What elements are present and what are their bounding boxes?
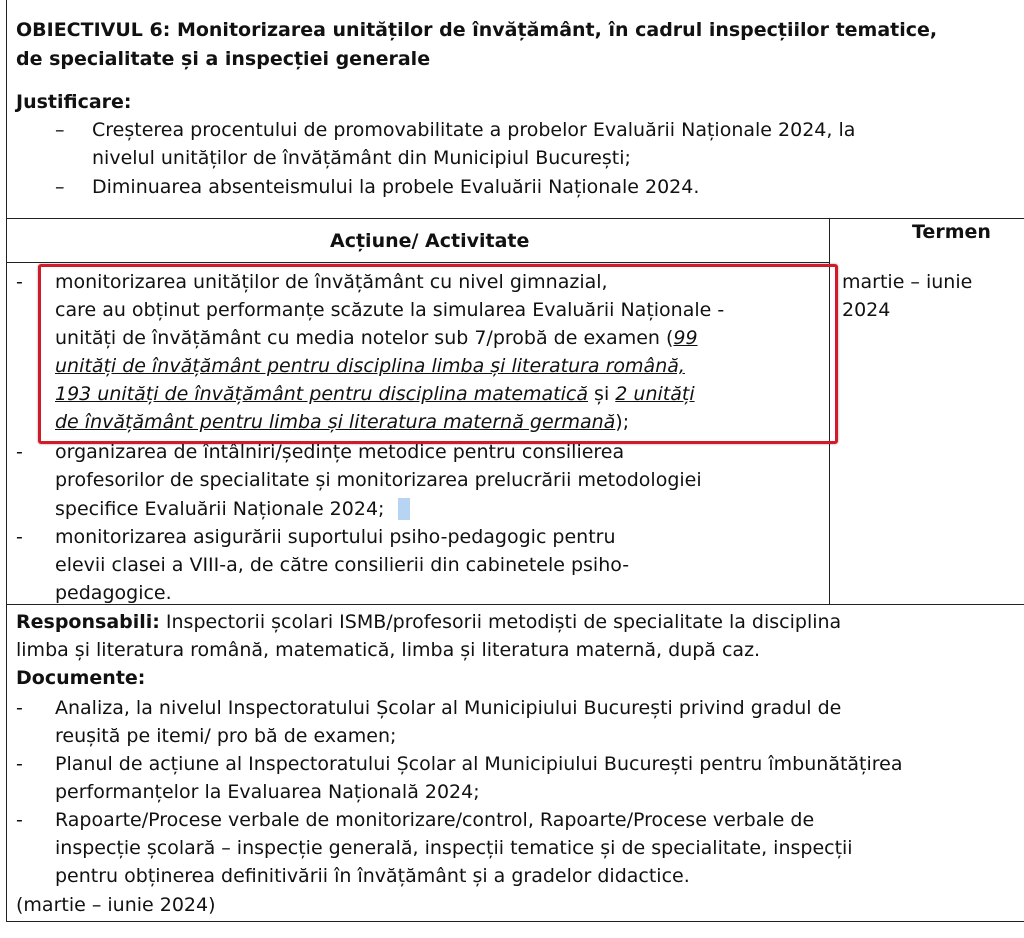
document-3-line2: inspecție școlară – inspecție generală, inspecții tematice și de specialitate, inspecții [55,837,853,859]
table-divider [6,218,1024,219]
activity-1-line5: 193 unități de învățământ pentru disciplina matematică și 2 unități [55,383,695,405]
bullet: - [16,809,23,831]
term-value-line1: martie – iunie [842,271,973,293]
activity-3-line3: pedagogice. [55,582,172,604]
document-2-line1: Planul de acțiune al Inspectoratului Școlar al Municipiului București pentru îmbunătățirea [55,753,903,775]
document-1-line2: reușită pe itemi/ pro bă de examen; [55,725,397,747]
activity-1-line6: de învățământ pentru limba și literatura maternă germană); [55,411,630,433]
documente-label: Documente: [16,667,146,689]
activity-3-line1: monitorizarea asigurării suportului psiho-pedagogic pentru [55,526,616,548]
bullet: - [16,753,23,775]
activity-1-line3: unități de învățământ cu media notelor sub 7/probă de examen (99 [55,327,698,349]
justificare-label: Justificare: [16,91,132,113]
objective-title-line1: OBIECTIVUL 6: Monitorizarea unităților de învățământ, în cadrul inspecțiilor tematice, [16,19,938,41]
activity-2-line1: organizarea de întâlniri/ședințe metodice pentru consilierea [55,441,625,463]
highlight-annotation-box [38,264,838,444]
dash-bullet: – [55,119,65,141]
activity-2-line3: specifice Evaluării Naționale 2024; [55,498,385,520]
text-selection-caret [398,498,410,520]
column-header-action: Acțiune/ Activitate [330,230,530,252]
bullet: - [16,441,23,463]
header-divider [6,262,830,263]
document-1-line1: Analiza, la nivelul Inspectoratului Școlar al Municipiului București privind gradul de [55,697,842,719]
justificare-item-1-cont: nivelul unităților de învățământ din Municipiul București; [92,147,631,169]
documente-period: (martie – iunie 2024) [16,894,216,916]
document-2-line2: performanțelor la Evaluarea Națională 2024; [55,781,480,803]
justificare-item-2: Diminuarea absenteismului la probele Evaluării Naționale 2024. [92,176,700,198]
activity-1-line1: monitorizarea unităților de învățământ cu nivel gimnazial, [55,271,608,293]
dash-bullet: – [55,176,65,198]
column-header-term: Termen [912,221,991,243]
activity-1-line4: unități de învățământ pentru disciplina limba și literatura română, [55,355,685,377]
bullet: - [16,526,23,548]
bullet: - [16,271,23,293]
activity-1-line2: care au obținut performanțe scăzute la simularea Evaluării Naționale - [55,299,725,321]
bullet: - [16,697,23,719]
objective-title-line2: de specialitate și a inspecției generale [16,48,431,70]
highlight-count-99: 99 [673,327,698,349]
responsabili-line1: Responsabili: Inspectorii școlari ISMB/profesorii metodiști de specialitate la disciplina [16,611,842,633]
document-3-line1: Rapoarte/Procese verbale de monitorizare/control, Rapoarte/Procese verbale de [55,809,815,831]
responsabili-line2: limba și literatura română, matematică, limba și literatura maternă, după caz. [16,639,761,661]
justificare-item-1: Creșterea procentului de promovabilitate a probelor Evaluării Naționale 2024, la [92,119,856,141]
term-value-line2: 2024 [842,299,891,321]
activity-2-line2: profesorilor de specialitate și monitorizarea prelucrării metodologiei [55,469,702,491]
activity-3-line2: elevii clasei a VIII-a, de către consilierii din cabinetele psiho- [55,554,630,576]
document-3-line3: pentru obținerea definitivării în învățământ și a gradelor didactice. [55,865,690,887]
